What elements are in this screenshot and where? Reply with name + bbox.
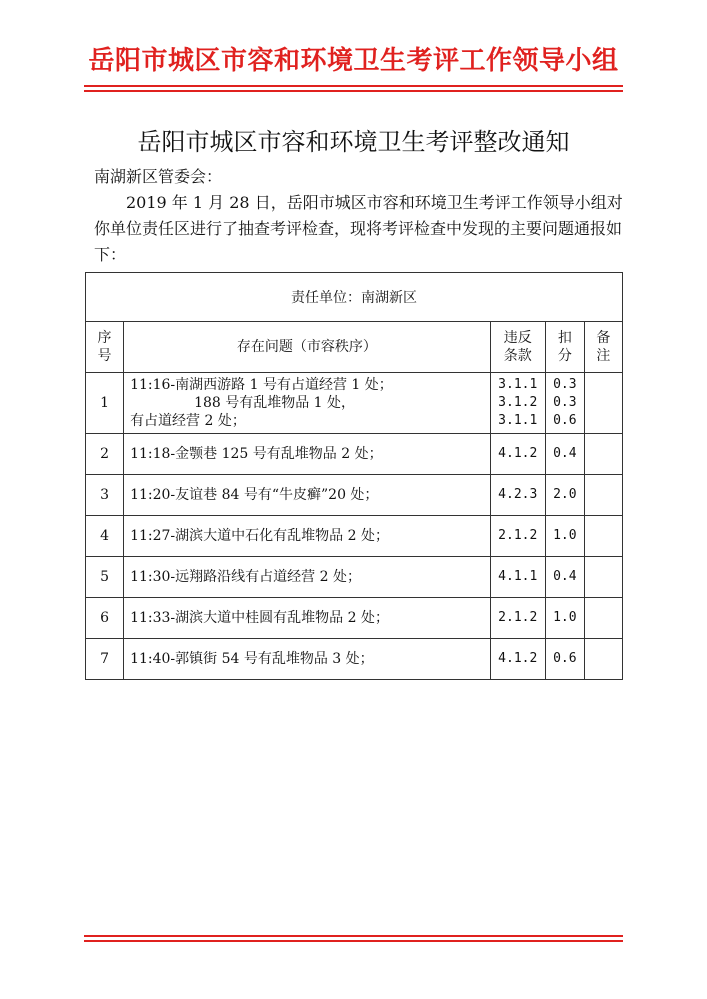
row-no: 4 bbox=[86, 516, 124, 557]
row-score: 0.4 bbox=[545, 434, 584, 475]
table-row bbox=[86, 516, 623, 557]
header-no: 序号 bbox=[86, 322, 124, 373]
row-note bbox=[584, 373, 622, 434]
row-issue: 11:27-湖滨大道中石化有乱堆物品 2 处； bbox=[124, 516, 491, 557]
footer-divider-top bbox=[84, 935, 623, 937]
table-row bbox=[86, 557, 623, 598]
code-value: 3.1.1 bbox=[498, 377, 538, 392]
row-issue: 11:20-友谊巷 84 号有“牛皮癣”20 处； bbox=[124, 475, 491, 516]
row-no: 2 bbox=[86, 434, 124, 475]
header-score: 扣分 bbox=[545, 322, 584, 373]
score-value: 0.6 bbox=[553, 413, 577, 428]
row-code: 4.1.2 bbox=[490, 434, 545, 475]
table-row bbox=[86, 639, 623, 680]
row-no: 5 bbox=[86, 557, 124, 598]
row-note bbox=[584, 557, 622, 598]
row-score: 1.0 bbox=[545, 516, 584, 557]
row-no: 3 bbox=[86, 475, 124, 516]
org-title: 岳阳市城区市容和环境卫生考评工作领导小组 bbox=[88, 46, 619, 76]
row-note bbox=[584, 639, 622, 680]
table-row bbox=[86, 373, 623, 434]
row-issue: 11:33-湖滨大道中桂圆有乱堆物品 2 处； bbox=[124, 598, 491, 639]
row-issue: 11:40-郭镇街 54 号有乱堆物品 3 处； bbox=[124, 639, 491, 680]
row-note bbox=[584, 598, 622, 639]
row-score: 2.0 bbox=[545, 475, 584, 516]
table-row bbox=[86, 475, 623, 516]
row-issue: 11:30-远翔路沿线有占道经营 2 处； bbox=[124, 557, 491, 598]
notice-title: 岳阳市城区市容和环境卫生考评整改通知 bbox=[137, 128, 570, 156]
row-note bbox=[584, 516, 622, 557]
table-header-row bbox=[86, 322, 623, 373]
row-code: 4.1.1 bbox=[490, 557, 545, 598]
notice-body: 2019 年 1 月 28 日，岳阳市城区市容和环境卫生考评工作领导小组对你单位责任区进行了抽查考评检查，现将考评检查中发现的主要问题通报如下： bbox=[94, 193, 623, 264]
footer-divider-bottom bbox=[84, 940, 623, 942]
header-note: 备注 bbox=[584, 322, 622, 373]
header-divider-bottom bbox=[84, 90, 623, 92]
row-code: 4.1.2 bbox=[490, 639, 545, 680]
addressee: 南湖新区管委会： bbox=[94, 167, 223, 186]
header-issue: 存在问题（市容秩序） bbox=[124, 322, 491, 373]
score-value: 0.3 bbox=[553, 395, 577, 410]
row-no: 6 bbox=[86, 598, 124, 639]
row-score: 0.6 bbox=[545, 639, 584, 680]
table-row bbox=[86, 434, 623, 475]
unit-row bbox=[86, 273, 623, 322]
row-note bbox=[584, 434, 622, 475]
score-value: 0.3 bbox=[553, 377, 577, 392]
row-score: 0.4 bbox=[545, 557, 584, 598]
row-code: 2.1.2 bbox=[490, 516, 545, 557]
row-score bbox=[545, 373, 584, 434]
row-issue bbox=[124, 373, 491, 434]
issue-line: 有占道经营 2 处； bbox=[130, 413, 246, 429]
row-code: 4.2.3 bbox=[490, 475, 545, 516]
table-row bbox=[86, 598, 623, 639]
row-code bbox=[490, 373, 545, 434]
header-code: 违反条款 bbox=[490, 322, 545, 373]
row-no: 1 bbox=[86, 373, 124, 434]
issues-table bbox=[85, 272, 623, 680]
issue-line: 188 号有乱堆物品 1 处， bbox=[194, 395, 356, 411]
issue-line: 11:16-南湖西游路 1 号有占道经营 1 处； bbox=[130, 377, 393, 393]
header-divider-top bbox=[84, 85, 623, 87]
responsible-unit: 责任单位：南湖新区 bbox=[86, 273, 623, 322]
row-score: 1.0 bbox=[545, 598, 584, 639]
row-note bbox=[584, 475, 622, 516]
row-no: 7 bbox=[86, 639, 124, 680]
code-value: 3.1.2 bbox=[498, 395, 538, 410]
code-value: 3.1.1 bbox=[498, 413, 538, 428]
row-code: 2.1.2 bbox=[490, 598, 545, 639]
row-issue: 11:18-金颚巷 125 号有乱堆物品 2 处； bbox=[124, 434, 491, 475]
